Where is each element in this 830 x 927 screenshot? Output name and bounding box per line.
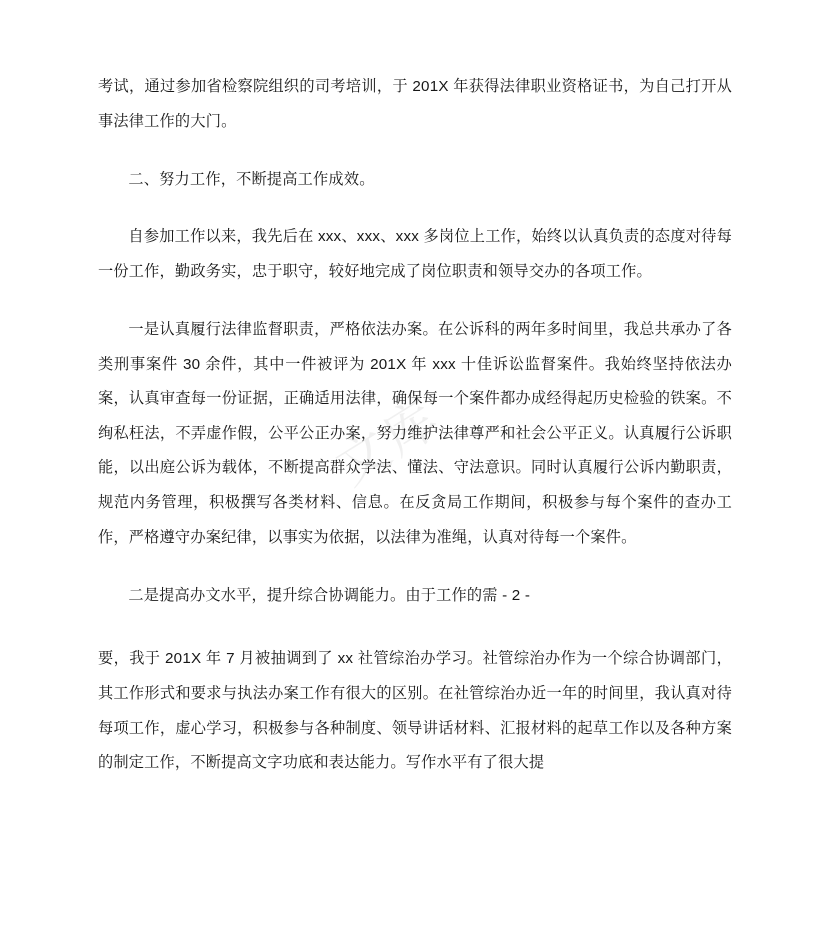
section-spacer	[98, 155, 732, 163]
section-spacer	[98, 212, 732, 220]
document-body	[98, 70, 732, 781]
paragraph-continuation: 要，我于 201X 年 7 月被抽调到了 xx 社管综治办学习。社管综治办作为一个综合协调部门，其工作形式和要求与执法办案工作有很大的区别。在社管综治办近一年的时间里，我认真对待每项工作，虚心学习，积极参与各种制度、领导讲话材料、汇报材料的起草工作以及各种方案的制定工作，不断提高文字功底和表达能力。写作水平有了很大提	[98, 650, 732, 772]
paragraph-work-experience: 自参加工作以来，我先后在 xxx、xxx、xxx 多岗位上工作，始终以认真负责的态度对待每一份工作，勤政务实，忠于职守，较好地完成了岗位职责和领导交办的各项工作。	[98, 228, 732, 280]
paragraph-point-one: 一是认真履行法律监督职责，严格依法办案。在公诉科的两年多时间里，我总共承办了各类刑事案件 30 余件，其中一件被评为 201X 年 xxx 十佳诉讼监督案件。我始终坚持依法办案，认真审查每一份证据，正确适用法律，确保每一个案件都办成经得起历史检验的铁案。不绚私枉法，不弄虚作假，公平公正办案，努力维护法律尊严和社会公平正义。认真履行公诉职能，以出庭公诉为载体，不断提高群众学法、懂法、守法意识。同时认真履行公诉内勤职责，规范内务管理，积极撰写各类材料、信息。在反贪局工作期间，积极参与每个案件的查办工作，严格遵守办案纪律，以事实为依据，以法律为准绳，认真对待每一个案件。	[98, 320, 732, 546]
paragraph-opening: 考试，通过参加省检察院组织的司考培训，于 201X 年获得法律职业资格证书，为自己打开从事法律工作的大门。	[98, 78, 732, 130]
watermark-text: 文库	[325, 387, 453, 498]
section-heading-two: 二、努力工作，不断提高工作成效。	[128, 170, 375, 188]
page-break-spacer	[98, 628, 732, 642]
section-spacer	[98, 571, 732, 579]
section-spacer	[98, 305, 732, 313]
paragraph-point-two: 二是提高办文水平，提升综合协调能力。由于工作的需 - 2 -	[128, 586, 531, 604]
